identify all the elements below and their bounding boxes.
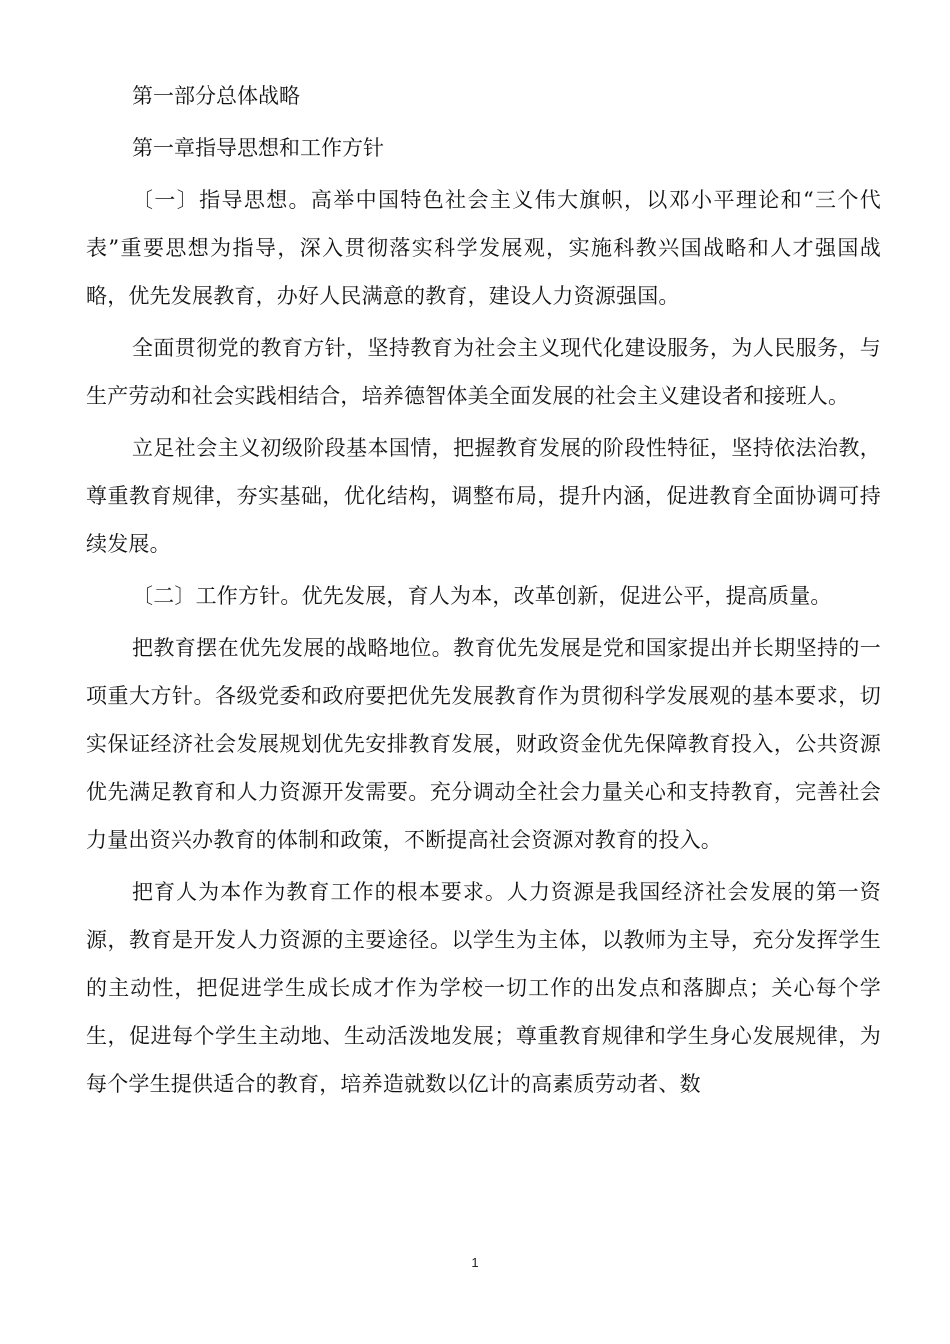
paragraph-people-oriented: 把育人为本作为教育工作的根本要求。人力资源是我国经济社会发展的第一资源，教育是开发人力资源的主要途径。以学生为主体，以教师为主导，充分发挥学生的主动性，把促进学生成长成才作为学校一切工作的出发点和落脚点；关心每个学生，促进每个学生主动地、生动活泼地发展；尊重教育规律和学生身心发展规律，为每个学生提供适合的教育，培养造就数以亿计的高素质劳动者、数 bbox=[86, 880, 881, 1096]
paragraph-basic-conditions: 立足社会主义初级阶段基本国情，把握教育发展的阶段性特征，坚持依法治教，尊重教育规律，夯实基础，优化结构，调整布局，提升内涵，促进教育全面协调可持续发展。 bbox=[86, 436, 881, 556]
page-number: 1 bbox=[471, 1255, 479, 1270]
document-body bbox=[86, 72, 881, 1108]
paragraph-priority-development: 把教育摆在优先发展的战略地位。教育优先发展是党和国家提出并长期坚持的一项重大方针。各级党委和政府要把优先发展教育作为贯彻科学发展观的基本要求，切实保证经济社会发展规划优先安排教育发展，财政资金优先保障教育投入，公共资源优先满足教育和人力资源开发需要。充分调动全社会力量关心和支持教育，完善社会力量出资兴办教育的体制和政策，不断提高社会资源对教育的投入。 bbox=[86, 636, 881, 852]
part-title: 第一部分总体战略 bbox=[132, 84, 300, 108]
chapter-title: 第一章指导思想和工作方针 bbox=[132, 136, 384, 160]
paragraph-education-policy: 全面贯彻党的教育方针，坚持教育为社会主义现代化建设服务，为人民服务，与生产劳动和社会实践相结合，培养德智体美全面发展的社会主义建设者和接班人。 bbox=[86, 336, 881, 408]
paragraph-work-principles: 〔二〕工作方针。优先发展，育人为本，改革创新，促进公平，提高质量。 bbox=[132, 584, 832, 608]
paragraph-guiding-ideology: 〔一〕指导思想。高举中国特色社会主义伟大旗帜，以邓小平理论和“三个代表”重要思想为指导，深入贯彻落实科学发展观，实施科教兴国战略和人才强国战略，优先发展教育，办好人民满意的教育，建设人力资源强国。 bbox=[86, 188, 881, 308]
